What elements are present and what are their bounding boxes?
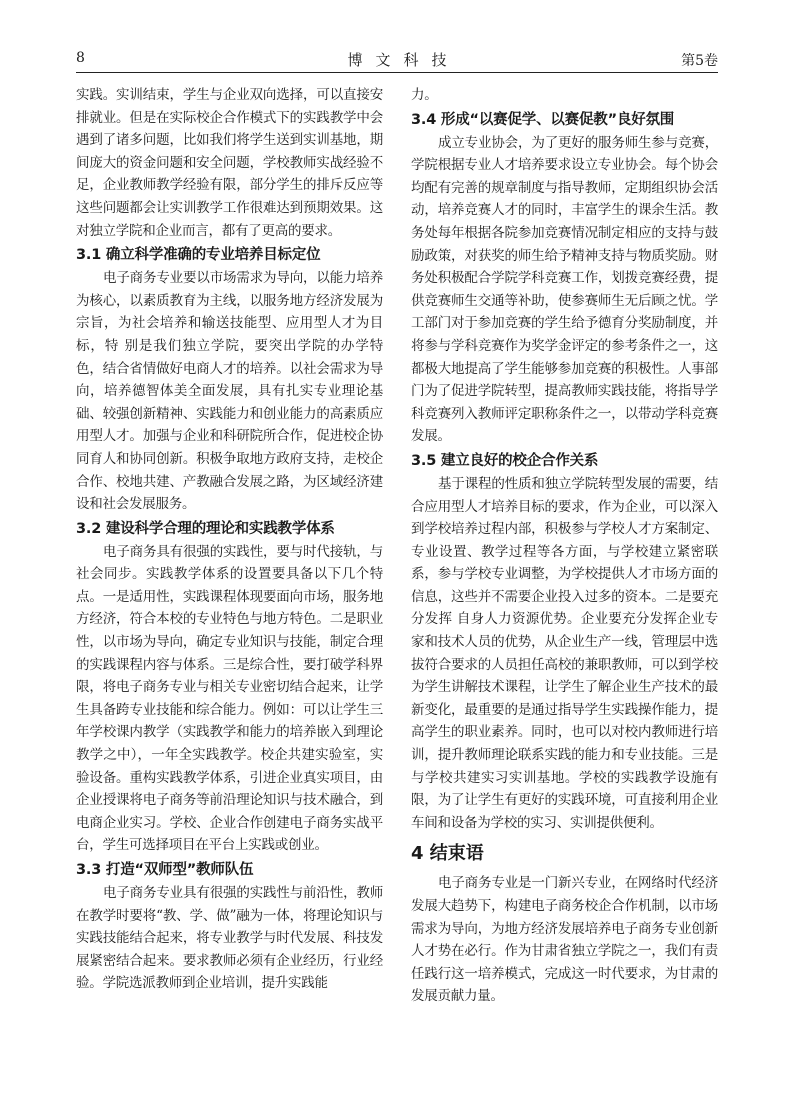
volume-label: 第5卷 [681, 53, 718, 69]
section-heading-3-2: 3.2 建设科学合理的理论和实践教学体系 [76, 520, 335, 537]
paragraph-continued: 实践。实训结束，学生与企业双向选择，可以直接安排就业。但是在实际校企合作模式下的实践教学中会遇到了诸多问题，比如我们将学生送到实训基地，期间庞大的资金问题和安全问题，学校教师实战经验不足，企业教师教学经验有限，部分学生的排斥反应等这些问题都会让实训教学工作很难达到预期效果。这对独立学院和企业而言，都有了更高的要求。 [76, 87, 383, 239]
paragraph-3-2: 电子商务具有很强的实践性，要与时代接轨，与社会同步。实践教学体系的设置要具备以下几个特点。一是适用性，实践课程体现要面向市场，服务地方经济，符合本校的专业特色与地方特色。二是职业性，以市场为导向，确定专业知识与技能，制定合理的实践课程内容与体系。三是综合性，要打破学科界限，将电子商务专业与相关专业密切结合起来，让学生具备跨专业技能和综合能力。例如：可以让学生三年学校课内教学（实践教学和能力的培养嵌入到理论教学之中），一年全实践教学。校企共建实验室，实验设备。重构实践教学体系，引进企业真实项目，由企业授课将电子商务等前沿理论知识与技术融合，到电商企业实习。学校、企业合作创建电子商务实战平台，学生可选择项目在平台上实践或创业。 [76, 543, 383, 854]
section-heading-3-4: 3.4 形成“以赛促学、以赛促教”良好氛围 [411, 111, 675, 128]
paragraph-3-1: 电子商务专业要以市场需求为导向，以能力培养为核心，以素质教育为主线，以服务地方经济发展为宗旨，为社会培养和输送技能型、应用型人才为目标，特 别是我们独立学院，要突出学院的办学特色，结合省情做好电商人才的培养。以社会需求为导向，培养德智体美全面发展，具有扎实专业理论基础、较强创新精神、实践能力和创业能力的高素质应用型人才。加强与企业和科研院所合作，促进校企协同育人和协同创新。积极争取地方政府支持，走校企合作、校地共建、产教融合发展之路，为区域经济建设和社会发展服务。 [76, 270, 383, 513]
section-heading-3-1: 3.1 确立科学准确的专业培养目标定位 [76, 247, 321, 264]
paragraph-4: 电子商务专业是一门新兴专业，在网络时代经济发展大趋势下，构建电子商务校企合作机制，以市场需求为导向，为地方经济发展培养电子商务专业创新人才势在必行。作为甘肃省独立学院之一，我们有责任践行这一培养模式，完成这一时代要求，为甘肃的发展贡献力量。 [411, 875, 718, 1005]
left-column [76, 84, 383, 995]
header-rule [76, 72, 718, 73]
section-heading-3-3: 3.3 打造“双师型”教师队伍 [76, 862, 254, 878]
journal-title: 博文科技 [347, 51, 460, 69]
right-column [411, 84, 718, 1008]
paragraph-3-4: 成立专业协会，为了更好的服务师生参与竞赛，学院根据专业人才培养要求设立专业协会。每个协会均配有完善的规章制度与指导教师，定期组织协会活动，培养竞赛人才的同时，丰富学生的课余生活。教务处每年根据各院参加竞赛情况制定相应的支持与鼓励政策，对获奖的师生给予精神支持与物质奖励。财务处积极配合学院学科竞赛工作，划拨竞赛经费，提供竞赛师生交通等补助，使参赛师生无后顾之忧。学工部门对于参加竞赛的学生给予德育分奖励制度，并将参与学科竞赛作为奖学金评定的参考条件之一，这都极大地提高了学生能够参加竞赛的积极性。人事部门为了促进学院转型，提高教师实践技能，将指导学科竞赛列入教师评定职称条件之一，以带动学科竞赛发展。 [411, 134, 718, 445]
running-header [76, 48, 718, 72]
section-heading-4: 4 结束语 [411, 843, 484, 865]
paragraph-3-5: 基于课程的性质和独立学院转型发展的需要，结合应用型人才培养目标的要求，作为企业，可以深入到学校培养过程内部，积极参与学校人才方案制定、专业设置、教学过程等各方面，与学校建立紧密联系，参与学校专业调整，为学校提供人才市场方面的信息，这些并不需要企业投入过多的资本。二是要充分发挥 自身人力资源优势。企业要充分发挥企业专家和技术人员的优势，从企业生产一线，管理层中选拔符合要求的人员担任高校的兼职教师，可以到学校为学生讲解技术课程，让学生了解企业生产技术的最新变化，最重要的是通过指导学生实践操作能力，提高学生的职业素养。同时，也可以对校内教师进行培训，提升教师理论联系实践的能力和专业技能。三是与学校共建实习实训基地。学校的实践教学设施有限，为了让学生有更好的实践环境，可直接利用企业车间和设备为学校的实习、实训提供便利。 [411, 475, 718, 831]
paragraph-3-3: 电子商务专业具有很强的实践性与前沿性，教师在教学时要将“教、学、做”融为一体，将理论知识与实践技能结合起来，将专业教学与时代发展、科技发展紧密结合起来。要求教师必须有企业经历，行业经验。学院选派教师到企业培训，提升实践能 [76, 885, 383, 992]
page-number: 8 [76, 50, 85, 66]
paragraph-continued-right: 力。 [411, 87, 438, 103]
section-heading-3-5: 3.5 建立良好的校企合作关系 [411, 452, 599, 469]
